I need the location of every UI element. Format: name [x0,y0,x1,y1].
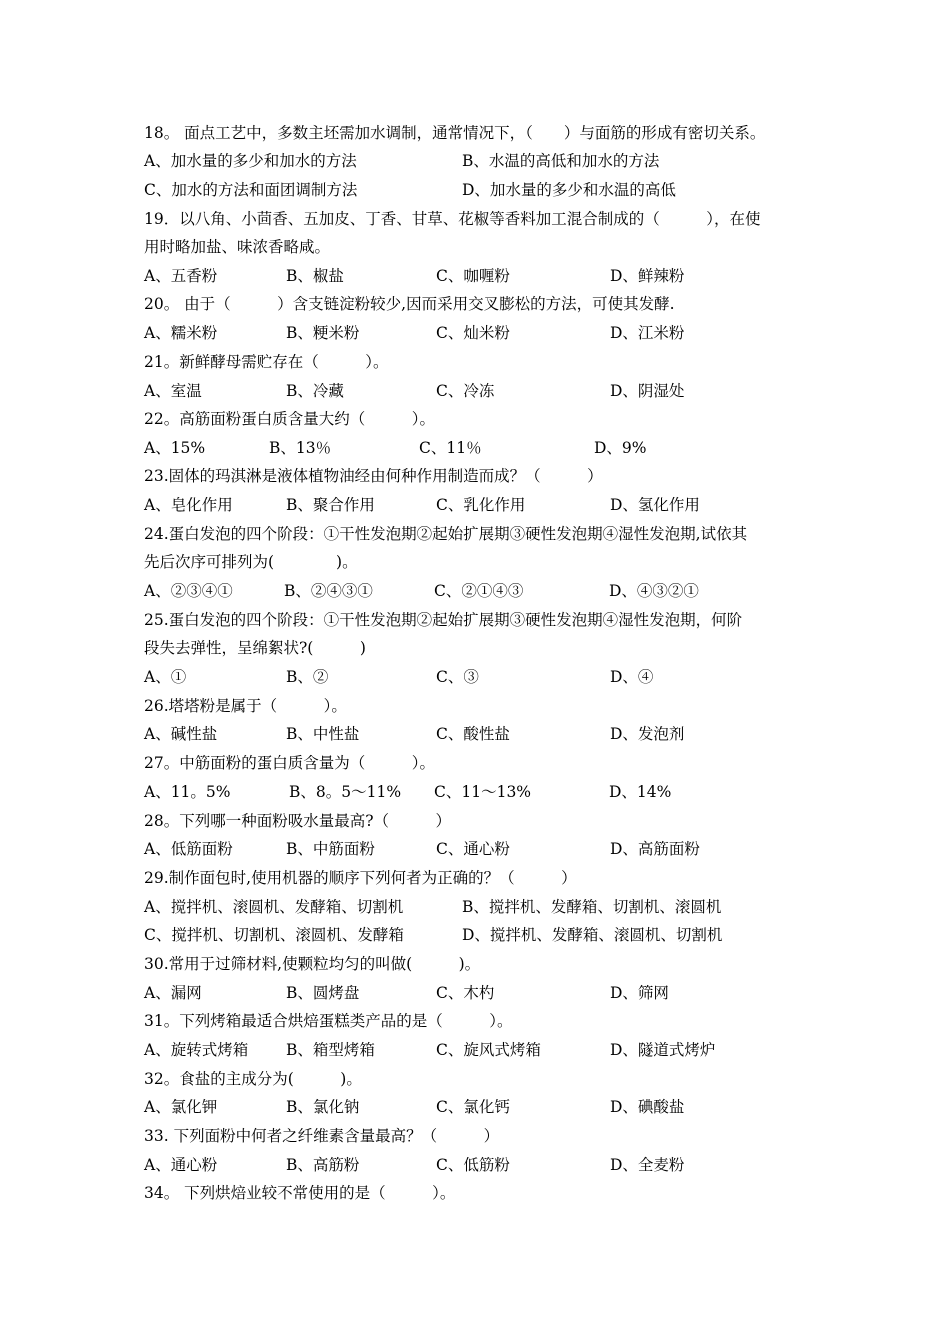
answer-option: D、搅拌机、发酵箱、滚圆机、切割机 [462,926,723,944]
question-stem: 24.蛋白发泡的四个阶段：①干性发泡期②起始扩展期③硬性发泡期④湿性发泡期,试依其 [144,525,748,543]
answer-option: A、加水量的多少和加水的方法 [144,152,357,170]
answer-option: A、旋转式烤箱 [144,1041,249,1059]
answer-option: C、乳化作用 [436,496,526,514]
answer-option: D、加水量的多少和水温的高低 [462,181,676,199]
answer-option: A、通心粉 [144,1156,218,1174]
answer-option: C、冷冻 [436,382,495,400]
answer-option: A、②③④① [144,582,233,600]
answer-option: D、碘酸盐 [610,1098,685,1116]
answer-option: A、五香粉 [144,267,218,285]
answer-option: D、江米粉 [610,324,685,342]
answer-option: B、高筋粉 [286,1156,360,1174]
answer-option: D、14% [609,783,672,801]
answer-option: B、椒盐 [286,267,344,285]
answer-option: D、高筋面粉 [610,840,700,858]
question-stem: 31。下列烤箱最适合烘焙蛋糕类产品的是（ ）。 [144,1012,513,1030]
question-stem: 26.塔塔粉是属于（ ）。 [144,697,347,715]
answer-option: A、室温 [144,382,202,400]
question-stem: 34。 下列烘焙业较不常使用的是（ ）。 [144,1184,456,1202]
answer-option: A、皂化作用 [144,496,233,514]
answer-option: C、加水的方法和面团调制方法 [144,181,358,199]
answer-option: D、发泡剂 [610,725,685,743]
answer-option: B、冷藏 [286,382,344,400]
answer-option: B、圆烤盘 [286,984,360,1002]
answer-option: C、②①④③ [434,582,524,600]
answer-option: D、鲜辣粉 [610,267,685,285]
answer-option: D、阴湿处 [610,382,685,400]
question-stem: 段失去弹性，呈绵絮状?( ) [144,639,366,657]
answer-option: D、筛网 [610,984,669,1002]
answer-option: B、8。5～11% [289,783,402,801]
question-stem: 先后次序可排列为( )。 [144,553,358,571]
answer-option: C、低筋粉 [436,1156,510,1174]
answer-option: C、咖喱粉 [436,267,510,285]
answer-option: C、通心粉 [436,840,510,858]
answer-option: B、水温的高低和加水的方法 [462,152,660,170]
answer-option: B、②④③① [284,582,373,600]
question-stem: 33. 下列面粉中何者之纤维素含量最高？（ ） [144,1127,500,1145]
answer-option: D、全麦粉 [610,1156,685,1174]
answer-option: D、隧道式烤炉 [610,1041,716,1059]
answer-option: D、9% [594,439,647,457]
question-stem: 28。下列哪一种面粉吸水量最高?（ ） [144,812,452,830]
answer-option: B、13％ [269,439,332,457]
answer-option: A、① [144,668,187,686]
question-stem: 20。 由于（ ）含支链淀粉较少,因而采用交叉膨松的方法，可使其发酵. [144,295,675,313]
question-stem: 25.蛋白发泡的四个阶段：①干性发泡期②起始扩展期③硬性发泡期④湿性发泡期，何阶 [144,611,743,629]
answer-option: A、11。5% [144,783,231,801]
question-stem: 30.常用于过筛材料,使颗粒均匀的叫做( )。 [144,955,481,973]
answer-option: A、碱性盐 [144,725,218,743]
answer-option: B、粳米粉 [286,324,360,342]
answer-option: C、③ [436,668,479,686]
answer-option: B、中性盐 [286,725,360,743]
question-stem: 21。新鲜酵母需贮存在（ ）。 [144,353,389,371]
answer-option: B、氯化钠 [286,1098,360,1116]
question-stem: 用时略加盐、味浓香略咸。 [144,238,331,256]
answer-option: B、聚合作用 [286,496,375,514]
question-stem: 23.固体的玛淇淋是液体植物油经由何种作用制造而成？（ ） [144,467,603,485]
question-stem: 27。中筋面粉的蛋白质含量为（ ）。 [144,754,435,772]
answer-option: D、④ [610,668,654,686]
answer-option: C、11％ [419,439,482,457]
answer-option: D、氢化作用 [610,496,700,514]
answer-option: B、箱型烤箱 [286,1041,375,1059]
answer-option: A、糯米粉 [144,324,218,342]
question-stem: 32。食盐的主成分为( )。 [144,1070,362,1088]
answer-option: D、④③②① [609,582,699,600]
answer-option: B、中筋面粉 [286,840,375,858]
answer-option: A、15% [144,439,206,457]
answer-option: A、搅拌机、滚圆机、发酵箱、切割机 [144,898,404,916]
question-stem: 29.制作面包时,使用机器的顺序下列何者为正确的？（ ） [144,869,577,887]
question-stem: 18。 面点工艺中，多数主坯需加水调制，通常情况下，（ ）与面筋的形成有密切关系。 [144,124,766,142]
answer-option: B、② [286,668,329,686]
answer-option: A、漏网 [144,984,202,1002]
answer-option: C、氯化钙 [436,1098,510,1116]
answer-option: C、11～13% [434,783,532,801]
answer-option: A、低筋面粉 [144,840,233,858]
answer-option: C、酸性盐 [436,725,510,743]
answer-option: C、旋风式烤箱 [436,1041,541,1059]
answer-option: C、木杓 [436,984,495,1002]
answer-option: A、氯化钾 [144,1098,218,1116]
question-stem: 19．以八角、小茴香、五加皮、丁香、甘草、花椒等香料加工混合制成的（ ），在使 [144,210,761,228]
answer-option: C、搅拌机、切割机、滚圆机、发酵箱 [144,926,404,944]
answer-option: C、灿米粉 [436,324,510,342]
answer-option: B、搅拌机、发酵箱、切割机、滚圆机 [462,898,722,916]
question-stem: 22。高筋面粉蛋白质含量大约（ ）。 [144,410,435,428]
